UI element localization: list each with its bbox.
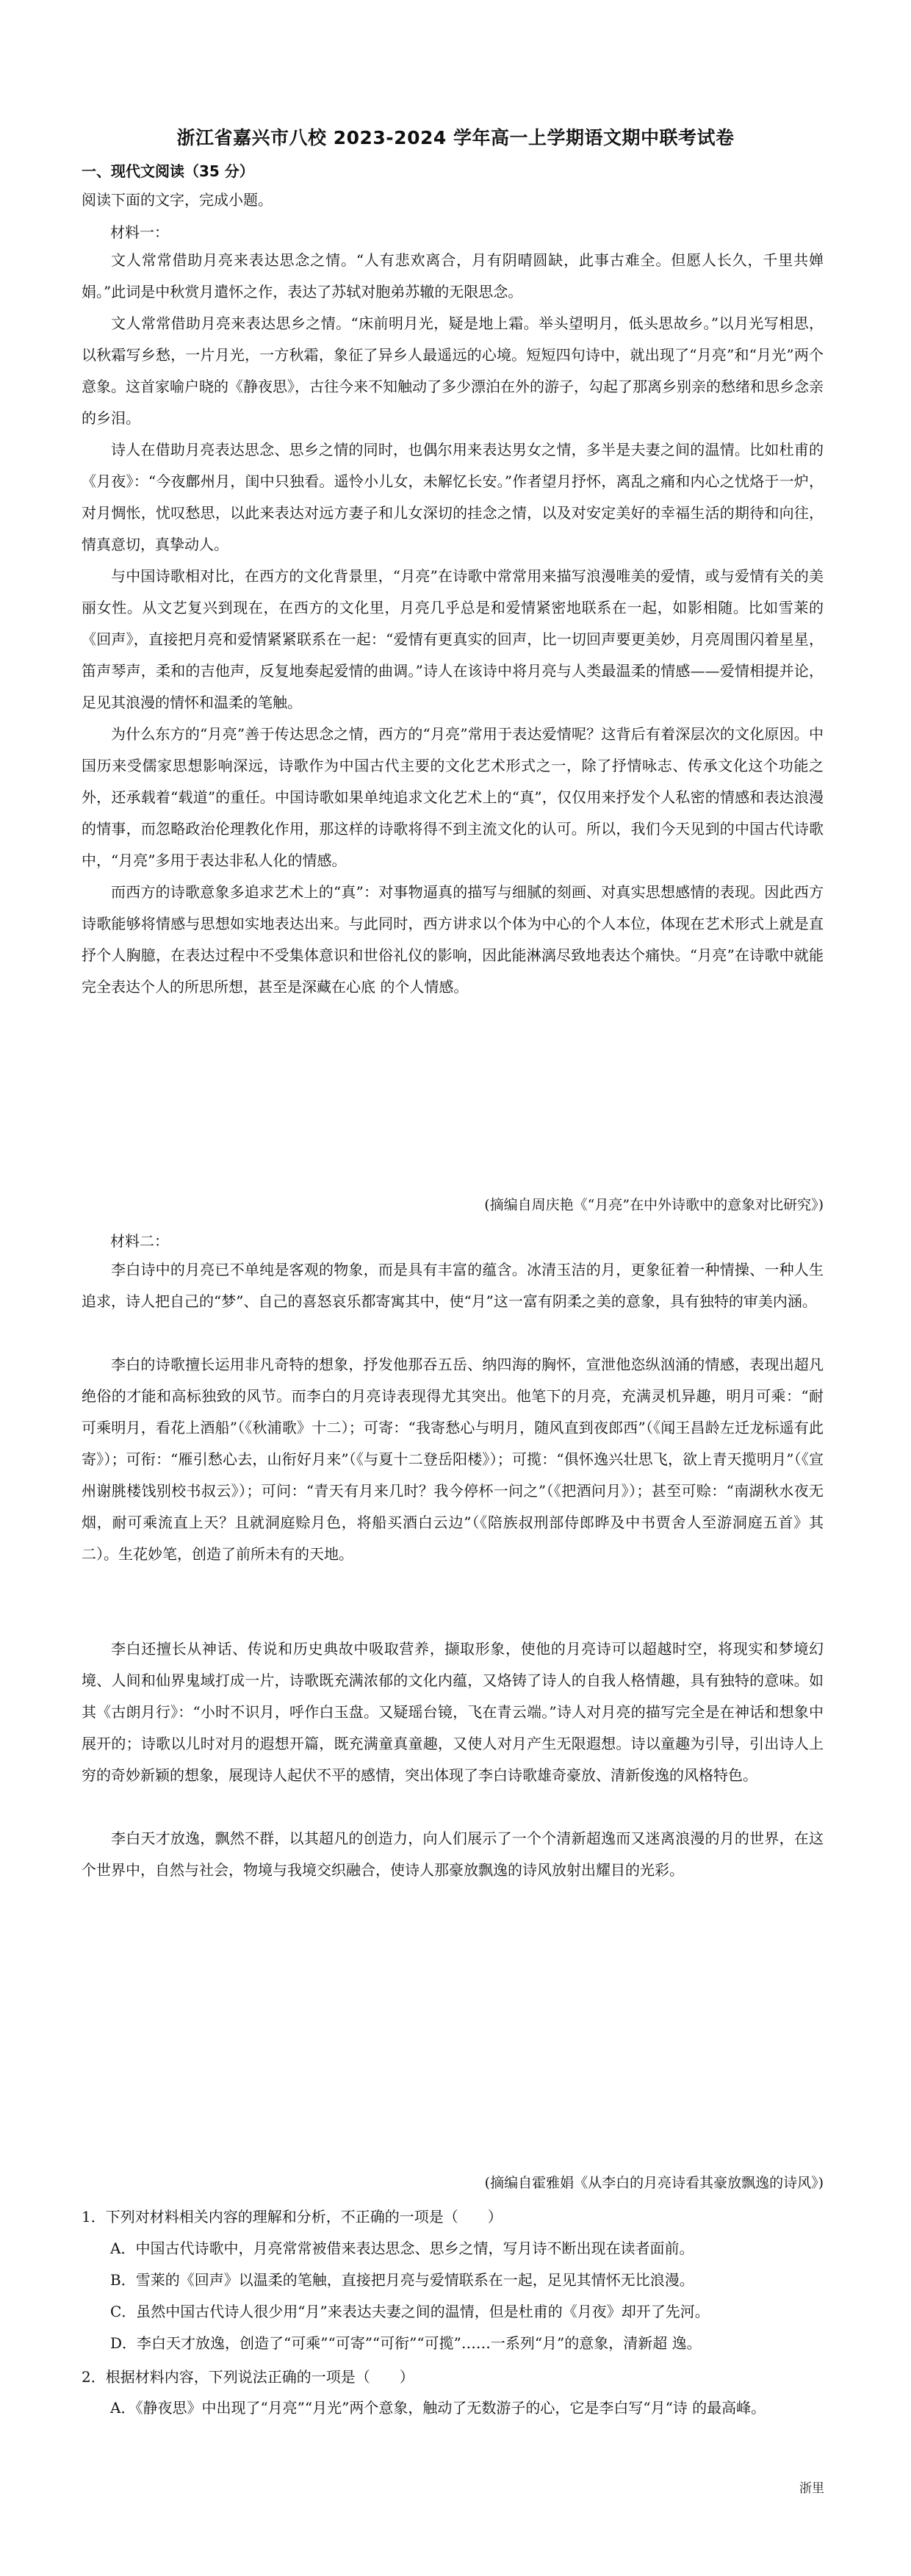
material1-source: (摘编自周庆艳《“月亮”在中外诗歌中的意象对比研究》): [484, 1197, 824, 1213]
material2-paragraph: 李白还擅长从神话、传说和历史典故中吸取营养，撷取形象，使他的月亮诗可以超越时空，将现实和梦境幻境、人间和仙界鬼域打成一片，诗歌既充满浓郁的文化内蕴，又烙铸了诗人的自我人格情趣，具有独特的意味。如其《古朗月行》：“小时不识月，呼作白玉盘。又疑瑶台镜，飞在青云端。”诗人对月亮的描写完全是在神话和想象中展开的；诗歌以儿时对月的遐想开篇，既充满童真童趣，又使人对月产生无限遐想。诗以童趣为引导，引出诗人上穷的奇妙新颖的想象，展现诗人起伏不平的感情，突出体现了李白诗歌雄奇豪放、清新俊逸的风格特色。: [82, 1640, 824, 1784]
material2-label: 材料二：: [110, 1232, 169, 1250]
material1-paragraph: 诗人在借助月亮表达思念、思乡之情的同时，也偶尔用来表达男女之情，多半是夫妻之间的温情。比如杜甫的《月夜》：“今夜鄜州月，闺中只独看。遥怜小儿女，未解忆长安。”作者望月抒怀，离乱之痛和内心之忧烙于一炉，对月惆怅，忧叹愁思，以此来表达对远方妻子和儿女深切的挂念之情，以及对安定美好的幸福生活的期待和向往，情真意切，真挚动人。: [82, 441, 824, 553]
material2-source: (摘编自霍雅娟《从李白的月亮诗看其豪放飘逸的诗风》): [484, 2175, 824, 2191]
material1-paragraph: 与中国诗歌相对比，在西方的文化背景里，“月亮”在诗歌中常常用来描写浪漫唯美的爱情，或与爱情有关的美丽女性。从文艺复兴到现在，在西方的文化里，月亮几乎总是和爱情紧密地联系在一起，如影相随。比如雪莱的《回声》，直接把月亮和爱情紧紧联系在一起：“爱情有更真实的回声，比一切回声要更美妙，月亮周围闪着星星，笛声琴声，柔和的吉他声，反复地奏起爱情的曲调。”诗人在该诗中将月亮与人类最温柔的情感——爱情相提并论，足见其浪漫的情怀和温柔的笔触。: [82, 567, 824, 711]
material1-paragraph: 为什么东方的“月亮”善于传达思念之情，西方的“月亮”常用于表达爱情呢？这背后有着深层次的文化原因。中国历来受儒家思想影响深远，诗歌作为中国古代主要的文化艺术形式之一，除了抒情咏志、传承文化这个功能之外，还承载着“载道”的重任。中国诗歌如果单纯追求文化艺术上的“真”，仅仅用来抒发个人私密的情感和表达浪漫的情事，而忽略政治伦理教化作用，那这样的诗歌将得不到主流文化的认可。所以，我们今天见到的中国古代诗歌中，“月亮”多用于表达非私人化的情感。: [82, 725, 824, 869]
section-heading: 一、现代文阅读（35 分）: [82, 162, 254, 180]
instruction-text: 阅读下面的文字，完成小题。: [82, 191, 273, 209]
material2-paragraph: 李白天才放逸，飘然不群，以其超凡的创造力，向人们展示了一个个清新超逸而又迷离浪漫的月的世界，在这个世界中，自然与社会，物境与我境交织融合，使诗人那豪放飘逸的诗风放射出耀目的光彩。: [82, 1830, 824, 1879]
question-1-stem: 1．下列对材料相关内容的理解和分析，不正确的一项是（ ）: [82, 2208, 503, 2226]
question-1-option-a: A．中国古代诗歌中，月亮常常被借来表达思念、思乡之情，写月诗不断出现在读者面前。: [110, 2239, 694, 2257]
question-1-option-c: C．虽然中国古代诗人很少用“月”来表达夫妻之间的温情，但是杜甫的《月夜》却开了先河。: [110, 2303, 710, 2320]
page-footer: 浙里: [799, 2481, 824, 2496]
question-1-option-b: B．雪莱的《回声》以温柔的笔触，直接把月亮与爱情联系在一起，足见其情怀无比浪漫。: [110, 2271, 694, 2289]
material1-paragraph: 文人常常借助月亮来表达思念之情。“人有悲欢离合，月有阴晴圆缺，此事古难全。但愿人长久，千里共婵娟。”此词是中秋赏月遣怀之作，表达了苏轼对胞弟苏辙的无限思念。: [82, 251, 824, 301]
page-title: 浙江省嘉兴市八校 2023-2024 学年高一上学期语文期中联考试卷: [176, 127, 735, 148]
material2-paragraph: 李白的诗歌擅长运用非凡奇特的想象，抒发他那吞五岳、纳四海的胸怀，宣泄他恣纵汹涌的情感，表现出超凡绝俗的才能和高标独致的风节。而李白的月亮诗表现得尤其突出。他笔下的月亮，充满灵机异趣，明月可乘：“耐可乘明月，看花上酒船”（《秋浦歌》十二）；可寄：“我寄愁心与明月，随风直到夜郎西”（《闻王昌龄左迁龙标遥有此寄》）；可衔：“雁引愁心去，山衔好月来”（《与夏十二登岳阳楼》）；可揽：“俱怀逸兴壮思飞，欲上青天揽明月”（《宣州谢朓楼饯别校书叔云》）；可问：“青天有月来几时？我今停杯一问之”（《把酒问月》）；甚至可赊：“南湖秋水夜无烟，耐可乘流直上天？且就洞庭赊月色，将船买酒白云边”（《陪族叔刑部侍郎晔及中书贾舍人至游洞庭五首》其二）。生花妙笔，创造了前所未有的天地。: [82, 1356, 824, 1563]
material1-label: 材料一：: [110, 223, 169, 241]
question-1-option-d: D．李白天才放逸，创造了“可乘”“可寄”“可衔”“可揽”……一系列“月”的意象，清新超 逸。: [110, 2334, 702, 2352]
material2-paragraph: 李白诗中的月亮已不单纯是客观的物象，而是具有丰富的蕴含。冰清玉洁的月，更象征着一种情操、一种人生追求，诗人把自己的“梦”、自己的喜怒哀乐都寄寓其中，使“月”这一富有阴柔之美的意象，具有独特的审美内涵。: [82, 1261, 824, 1310]
question-2-stem: 2．根据材料内容，下列说法正确的一项是（ ）: [82, 2368, 414, 2386]
material1-paragraph: 而西方的诗歌意象多追求艺术上的“真”：对事物逼真的描写与细腻的刻画、对真实思想感情的表现。因此西方诗歌能够将情感与思想如实地表达出来。与此同时，西方讲求以个体为中心的个人本位，体现在艺术形式上就是直抒个人胸臆，在表达过程中不受集体意识和世俗礼仪的影响，因此能淋漓尽致地表达个痛快。“月亮”在诗歌中就能完全表达个人的所思所想，甚至是深藏在心底 的个人情感。: [82, 883, 824, 996]
question-2-option-a: A．《静夜思》中出现了“月亮”“月光”两个意象，触动了无数游子的心，它是李白写“月“诗 的最高峰。: [110, 2399, 766, 2417]
material1-paragraph: 文人常常借助月亮来表达思乡之情。“床前明月光，疑是地上霜。举头望明月，低头思故乡。”以月光写相思，以秋霜写乡愁，一片月光，一方秋霜，象征了异乡人最遥远的心境。短短四句诗中，就出现了“月亮”和“月光”两个意象。这首家喻户晓的《静夜思》，古往今来不知触动了多少漂泊在外的游子，勾起了那离乡别亲的愁绪和思乡念亲的乡泪。: [82, 314, 824, 427]
